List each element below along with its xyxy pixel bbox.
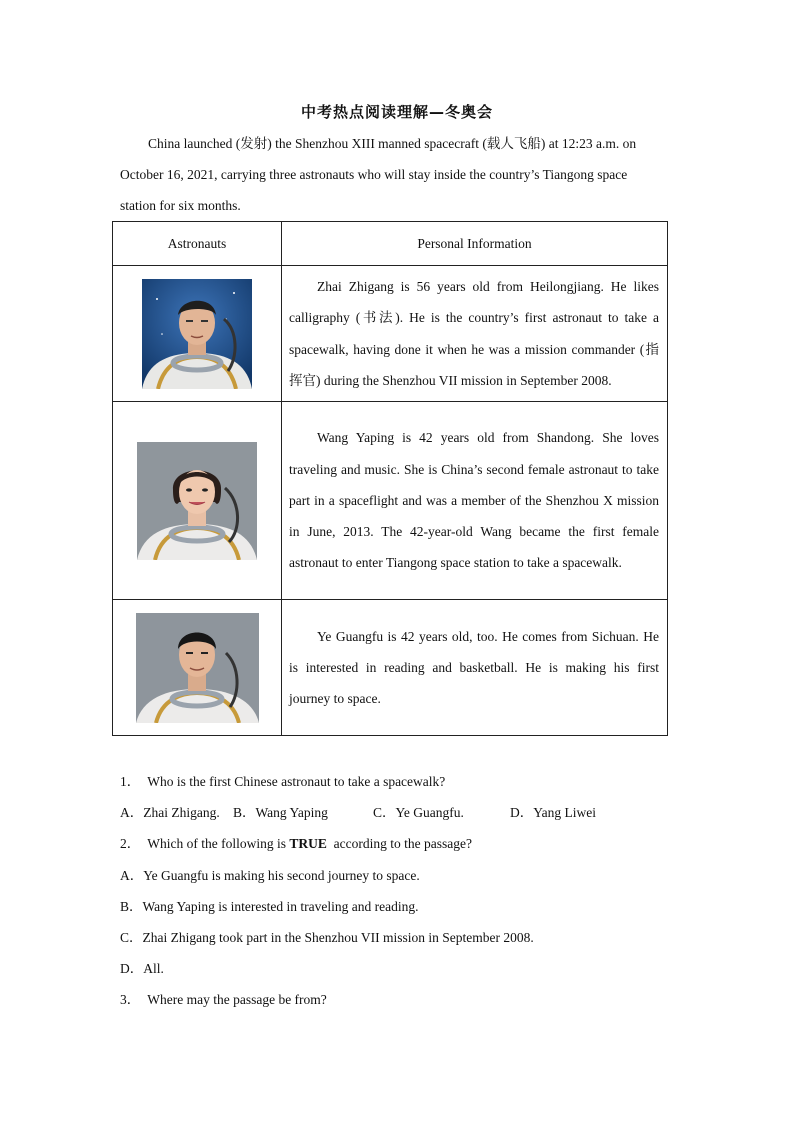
question-text: Who is the first Chinese astronaut to take a spacewalk?	[147, 774, 446, 789]
option-c: C．Ye Guangfu.	[373, 805, 464, 821]
astronaut-photo-wang	[137, 442, 257, 560]
astronaut-photo-zhai	[142, 279, 252, 389]
question-number: 1．	[120, 774, 141, 789]
page-title: 中考热点阅读理解—冬奥会	[300, 103, 493, 121]
astronaut-table	[112, 221, 668, 736]
question-text-after: according to the passage?	[326, 836, 472, 852]
header-astronauts: Astronauts	[113, 222, 282, 266]
bio-cell: Wang Yaping is 42 years old from Shandong. She loves traveling and music. She is China’s second female astronaut to take part in a spaceflight and was a member of the Shenzhou X mission in June, 2013. The 42-year-old Wang became the first female astronaut to enter Tiangong space station to take a spacewalk.	[282, 402, 668, 600]
question-number: 2．	[120, 836, 141, 852]
question-number: 3．	[120, 992, 141, 1008]
table-row	[113, 600, 668, 736]
option-d: D．Yang Liwei	[510, 805, 597, 821]
photo-cell	[113, 266, 282, 402]
photo-cell	[113, 402, 282, 600]
option-d: D．All.	[120, 961, 164, 977]
questions-section	[120, 766, 680, 1016]
option-a: A．Zhai Zhigang.	[120, 805, 220, 821]
photo-cell	[113, 600, 282, 736]
intro-paragraph: China launched (发射) the Shenzhou XIII manned spacecraft (载人飞船) at 12:23 a.m. on October 16, 2021, carrying three astronauts who will stay inside the country’s Tiangong space station for six months.	[120, 136, 637, 213]
table-row	[113, 402, 668, 600]
question-2	[120, 828, 680, 859]
table-row	[113, 266, 668, 402]
astronaut-photo-ye	[136, 613, 259, 723]
question-keyword: TRUE	[289, 836, 327, 852]
option-c: C．Zhai Zhigang took part in the Shenzhou VII mission in September 2008.	[120, 929, 534, 945]
bio-cell: Ye Guangfu is 42 years old, too. He comes from Sichuan. He is interested in reading and basketball. He is making his first journey to space.	[282, 600, 668, 736]
option-b: B．Wang Yaping	[233, 805, 328, 821]
table-header-row	[113, 222, 668, 266]
header-personal-information: Personal Information	[282, 222, 668, 266]
question-1	[120, 766, 680, 797]
option-b: B．Wang Yaping is interested in traveling and reading.	[120, 898, 419, 914]
option-a: A．Ye Guangfu is making his second journey to space.	[120, 867, 420, 883]
question-3	[120, 984, 680, 1015]
bio-cell: Zhai Zhigang is 56 years old from Heilongjiang. He likes calligraphy (书法). He is the country’s first astronaut to take a spacewalk, having done it when he was a mission commander (指挥官) during the Shenzhou VII mission in September 2008.	[282, 266, 668, 402]
question-1-options	[120, 797, 680, 828]
question-text-before: Which of the following is	[147, 836, 290, 852]
question-text: Where may the passage be from?	[147, 992, 327, 1008]
